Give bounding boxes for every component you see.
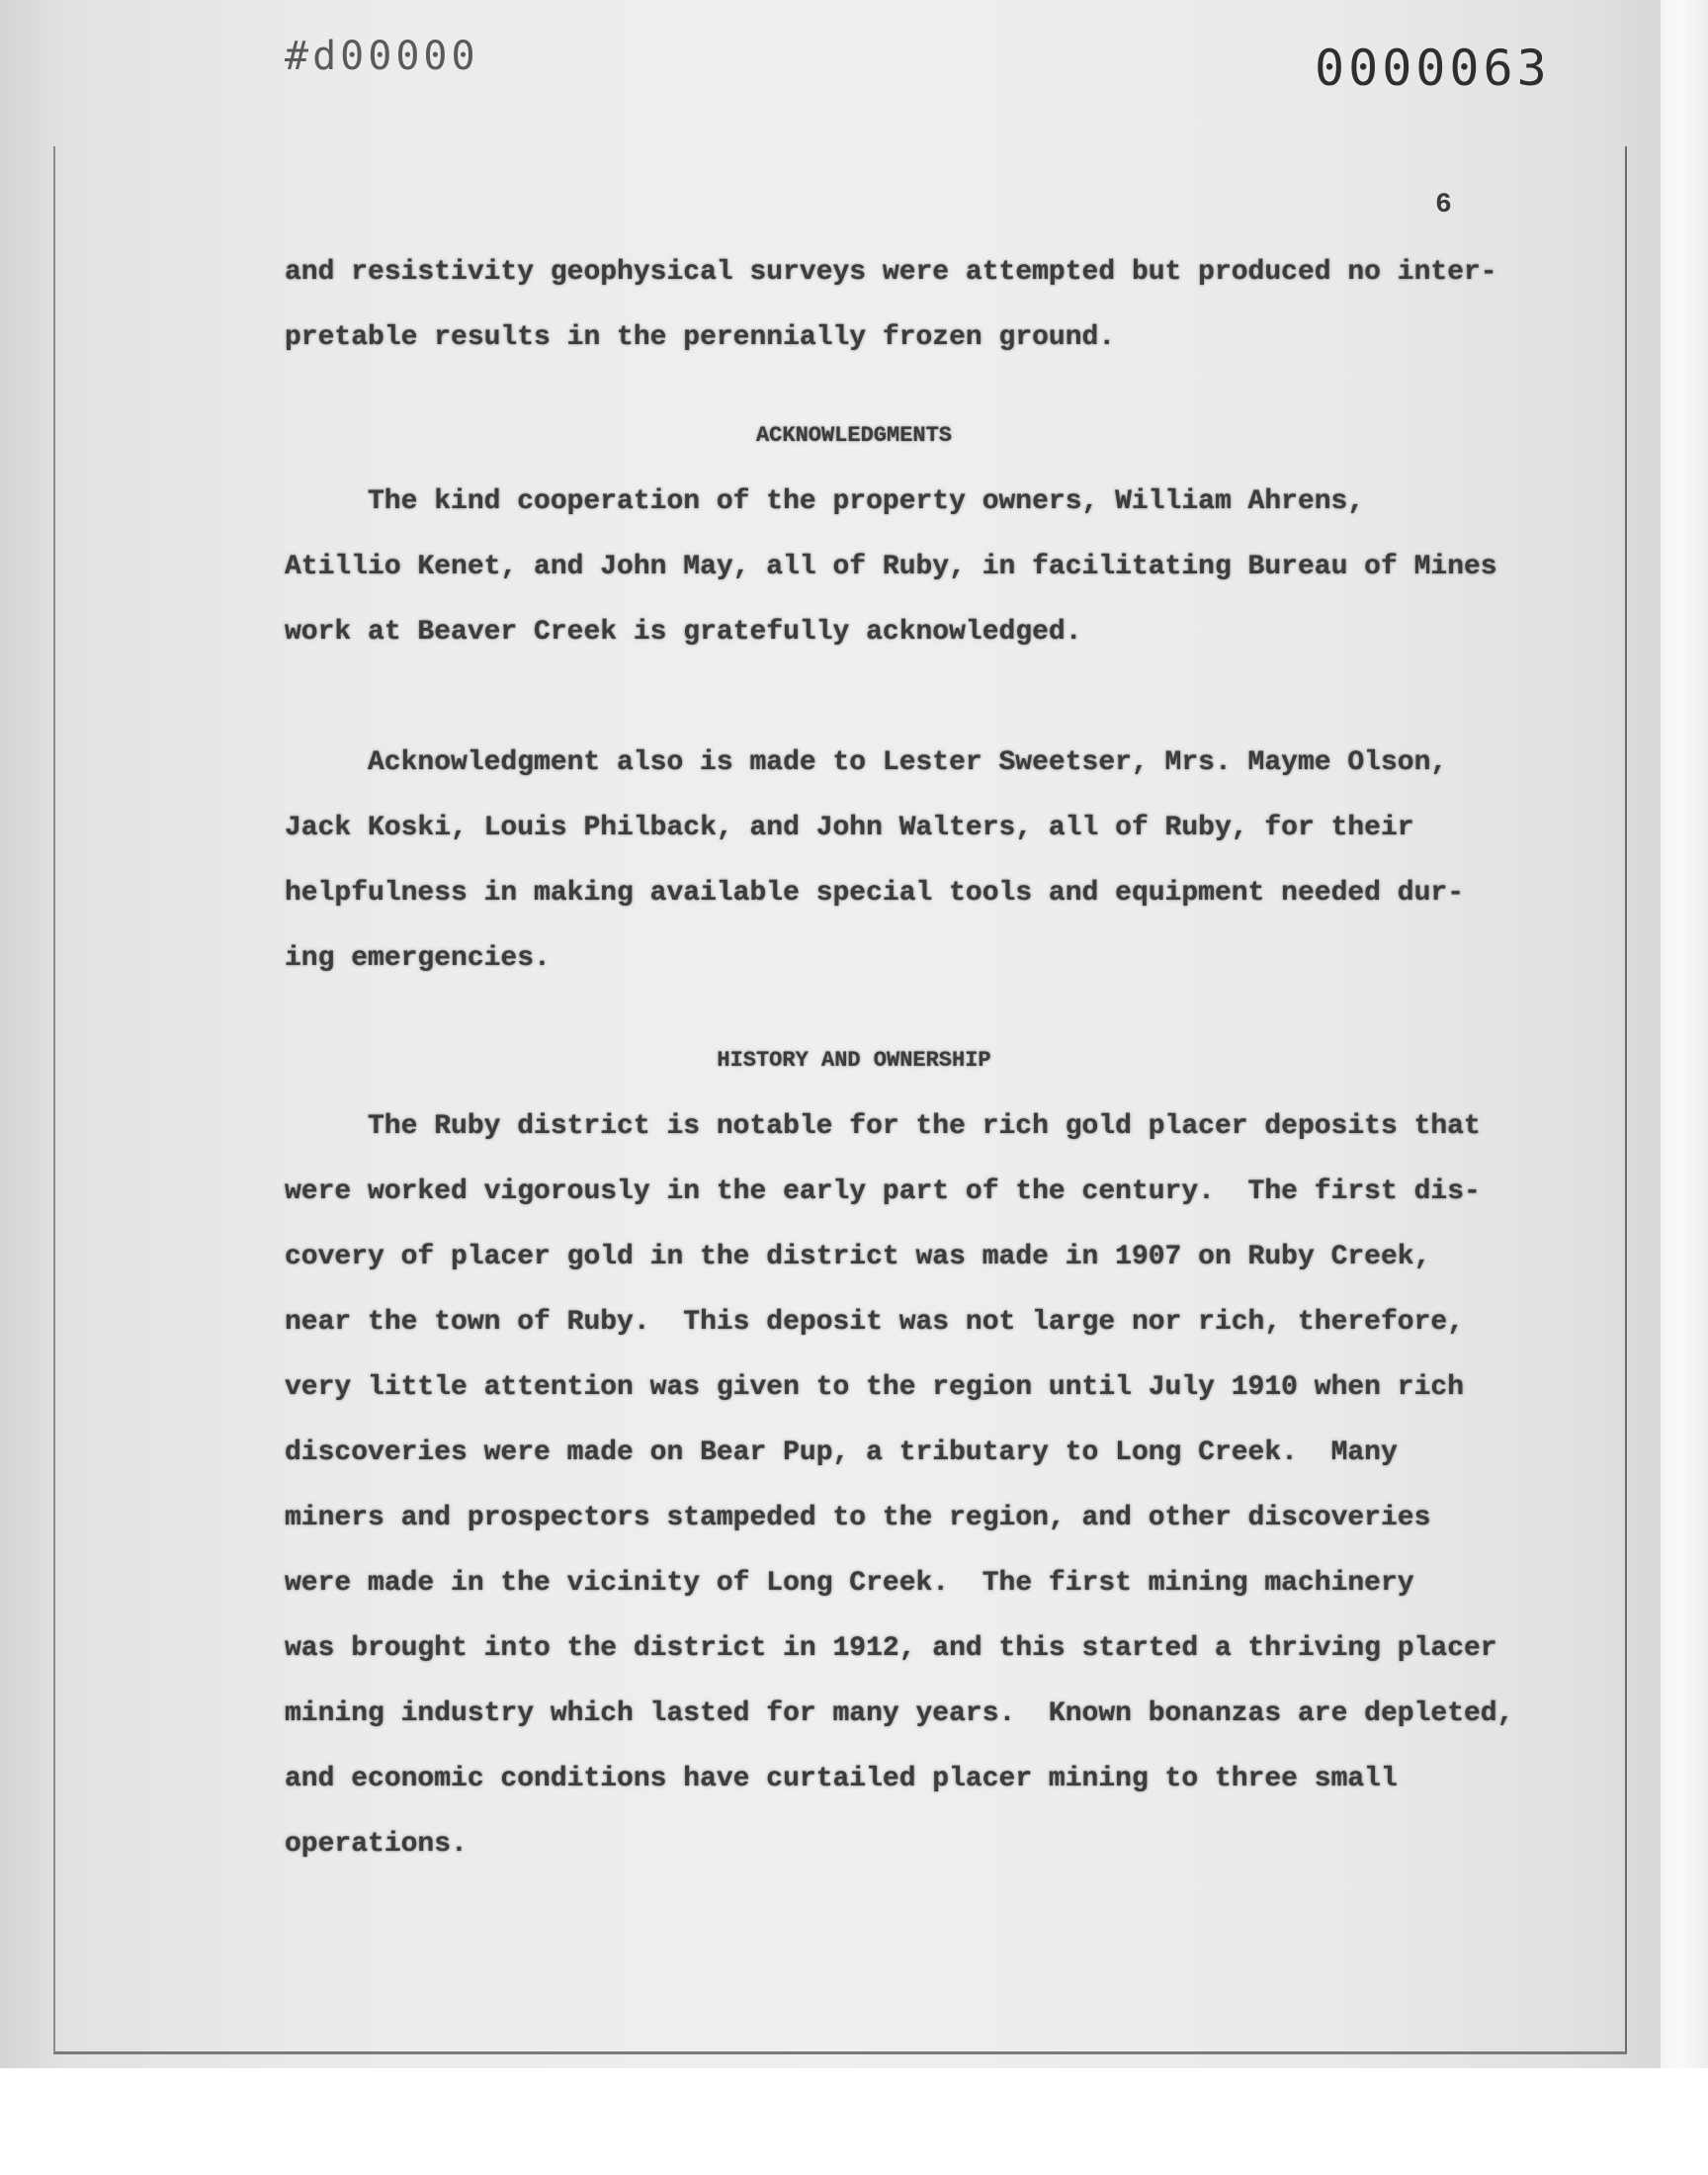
text-line: mining industry which lasted for many years. Known bonanzas are depleted, xyxy=(285,1698,1514,1729)
text-line: and economic conditions have curtailed placer mining to three small xyxy=(285,1764,1398,1794)
text-line: very little attention was given to the region until July 1910 when rich xyxy=(285,1372,1464,1403)
text-line: The kind cooperation of the property owners, William Ahrens, xyxy=(368,486,1365,517)
text-line: near the town of Ruby. This deposit was not large nor rich, therefore, xyxy=(285,1307,1464,1338)
text-line: ing emergencies. xyxy=(285,943,551,974)
document-stamp-left: #d00000 xyxy=(285,34,479,79)
text-line: pretable results in the perennially frozen ground. xyxy=(285,322,1116,353)
document-stamp-right: 0000063 xyxy=(1315,40,1551,97)
page-bottom-margin xyxy=(0,2068,1708,2175)
acknowledgments-heading: ACKNOWLEDGMENTS xyxy=(755,423,953,448)
text-line: Acknowledgment also is made to Lester Sweetser, Mrs. Mayme Olson, xyxy=(368,747,1448,778)
text-line: operations. xyxy=(285,1829,468,1860)
text-line: discoveries were made on Bear Pup, a tributary to Long Creek. Many xyxy=(285,1437,1398,1468)
page-number: 6 xyxy=(1435,190,1452,220)
text-line: Atillio Kenet, and John May, all of Ruby, in facilitating Bureau of Mines xyxy=(285,552,1497,582)
text-line: The Ruby district is notable for the rich gold placer deposits that xyxy=(368,1111,1481,1142)
text-line: covery of placer gold in the district was made in 1907 on Ruby Creek, xyxy=(285,1242,1431,1272)
history-heading: HISTORY AND OWNERSHIP xyxy=(717,1048,991,1073)
text-line: was brought into the district in 1912, and this started a thriving placer xyxy=(285,1633,1497,1664)
text-line: and resistivity geophysical surveys were attempted but produced no inter- xyxy=(285,257,1497,288)
text-line: Jack Koski, Louis Philback, and John Walters, all of Ruby, for their xyxy=(285,813,1414,843)
text-line: work at Beaver Creek is gratefully acknowledged. xyxy=(285,617,1082,648)
text-line: helpfulness in making available special tools and equipment needed dur- xyxy=(285,878,1464,909)
text-line: were made in the vicinity of Long Creek. The first mining machinery xyxy=(285,1568,1414,1599)
text-line: miners and prospectors stampeded to the region, and other discoveries xyxy=(285,1503,1431,1533)
text-line: were worked vigorously in the early part of the century. The first dis- xyxy=(285,1176,1481,1207)
scan-edge-strip xyxy=(1661,0,1708,2068)
